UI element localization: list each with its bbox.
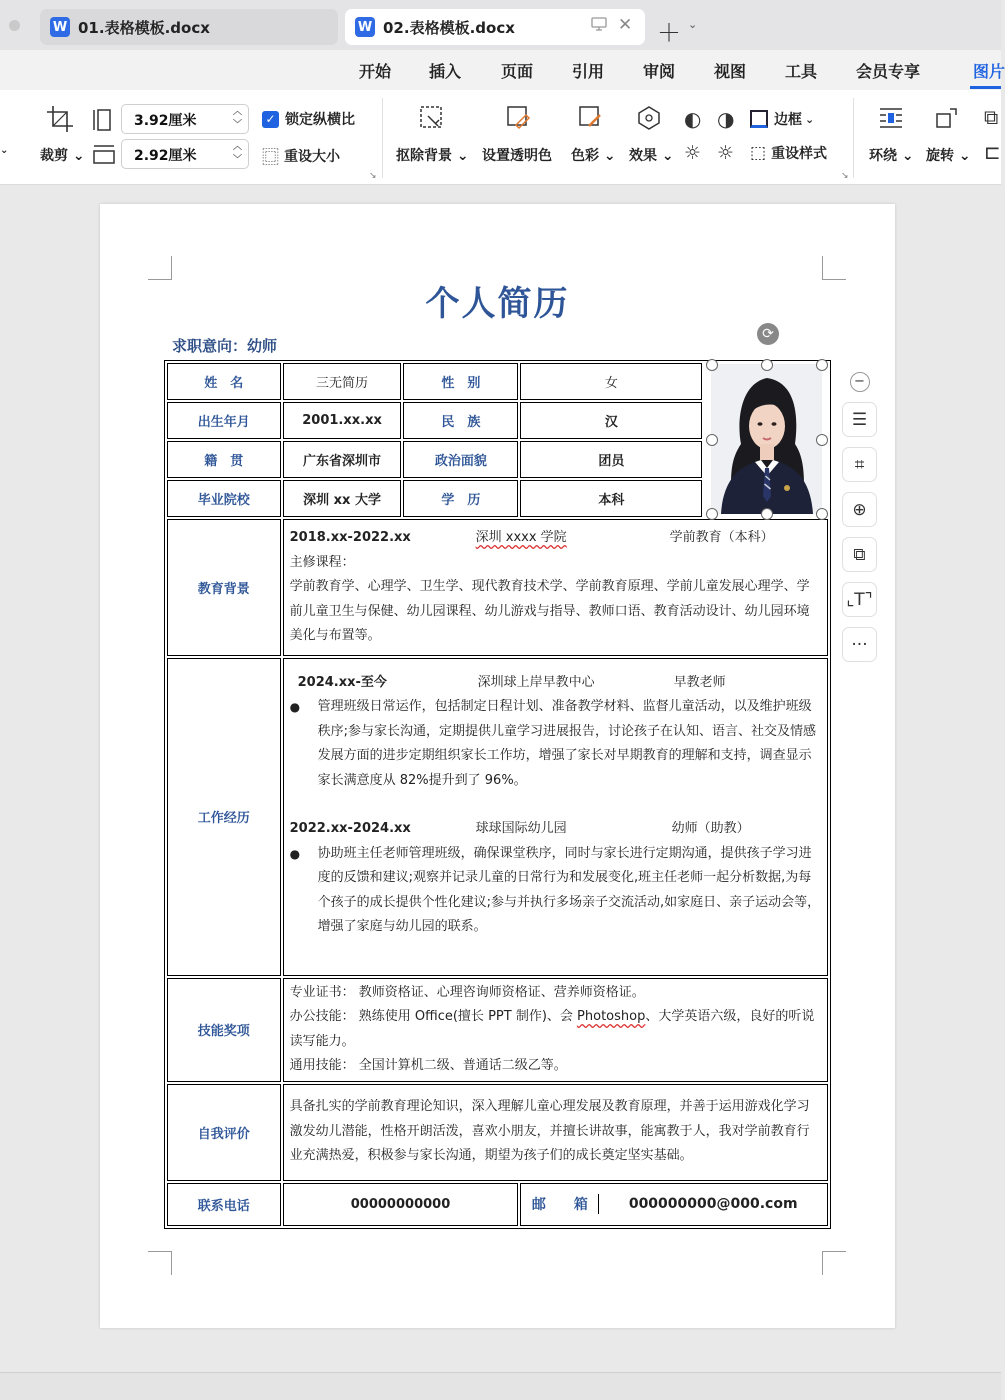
remove-background-button[interactable]: 抠除背景 ⌄ xyxy=(396,148,469,164)
menu-view[interactable]: 视图 xyxy=(714,62,747,81)
menu-bar xyxy=(0,50,1005,90)
cert-text: 教师资格证、心理咨询师资格证、营养师资格证。 xyxy=(358,984,645,1000)
word-doc-icon: W xyxy=(50,17,70,37)
minimize-icon[interactable]: − xyxy=(842,364,877,399)
reset-size-button[interactable]: ⿴ 重设大小 xyxy=(262,143,340,168)
wrap-float-icon[interactable]: ☰ xyxy=(842,402,877,437)
chevron-down-icon[interactable]: ⌄ xyxy=(0,145,9,156)
align-icon[interactable]: ⧉ xyxy=(984,105,999,129)
increase-contrast-icon[interactable]: ◐ xyxy=(684,107,702,131)
courses-text: 学前教育学、心理学、卫生学、现代教育技术学、学前教育原理、学前儿童发展心理学、学前儿童卫生与保健、幼儿园课程、幼儿游戏与指导、教师口语、教育活动设计、幼儿园环境美化与布置等。 xyxy=(289,579,810,643)
office-text: 熟练使用 Office(擅长 PPT 制作)、会 xyxy=(358,1009,578,1024)
divider xyxy=(382,98,383,178)
job2-role: 幼师（助教） xyxy=(671,821,750,836)
value-birth: 2001.xx.xx xyxy=(283,402,402,439)
effect-icon[interactable] xyxy=(635,104,663,138)
cert-title: 专业证书： xyxy=(289,984,355,1000)
value-politics: 团员 xyxy=(520,441,702,478)
value-degree: 本科 xyxy=(520,480,702,517)
resize-handle[interactable] xyxy=(816,359,828,371)
profile-photo[interactable] xyxy=(711,364,822,514)
label-school: 毕业院校 xyxy=(167,480,281,517)
group-icon[interactable]: ⊏ xyxy=(984,140,1001,164)
label-self-eval: 自我评价 xyxy=(167,1084,281,1181)
self-eval-text: 具备扎实的学前教育理论知识，深入理解儿童心理发展及教育原理，并善于运用游戏化学习激发幼儿潜能，性格开朗活泼，喜欢小朋友，并擅长讲故事，能寓教于人，我对学前教育行业充满热爱，积极参与家长沟通，期望为孩子们的成长奠定坚实基础。 xyxy=(283,1084,828,1181)
resize-handle[interactable] xyxy=(706,359,718,371)
wrap-button[interactable]: 环绕 ⌄ xyxy=(869,148,914,164)
label-work: 工作经历 xyxy=(167,658,281,976)
height-input[interactable]: 2.92厘米 ︿ ﹀ xyxy=(121,139,249,169)
wrap-icon[interactable] xyxy=(877,104,905,138)
tab-doc-01[interactable] xyxy=(40,9,338,45)
zoom-in-icon[interactable]: ⊕ xyxy=(842,492,877,527)
label-phone: 联系电话 xyxy=(167,1183,281,1226)
menu-picture[interactable]: 图片 xyxy=(973,62,1005,81)
reset-style-button[interactable]: ⬚ 重设样式 xyxy=(750,143,828,163)
bullet: ● xyxy=(289,846,301,861)
extract-text-icon[interactable]: ⌞T⌝ xyxy=(842,582,877,617)
decrease-brightness-icon[interactable]: ☼ xyxy=(717,142,735,164)
label-education: 教育背景 xyxy=(167,519,281,656)
color-button[interactable]: 色彩 ⌄ xyxy=(571,148,616,164)
value-gender: 女 xyxy=(520,363,702,400)
education-content xyxy=(283,519,828,656)
bullet: ● xyxy=(289,700,301,714)
courses-title: 主修课程： xyxy=(289,554,355,570)
chevron-down-icon[interactable]: ⌄ xyxy=(688,18,698,31)
close-tab-icon[interactable]: ✕ xyxy=(618,15,633,35)
value-name: 三无简历 xyxy=(283,363,402,400)
expand-icon[interactable]: ↘ xyxy=(841,171,849,181)
value-native: 广东省深圳市 xyxy=(283,441,402,478)
resize-handle[interactable] xyxy=(816,508,828,520)
job1-role: 早教老师 xyxy=(673,674,726,690)
email-cell xyxy=(520,1183,828,1226)
width-input[interactable]: 3.92厘米 ︿ ﹀ xyxy=(121,104,249,134)
set-transparent-button[interactable]: 设置透明色 xyxy=(482,148,552,164)
job-intent: 求职意向：幼师 xyxy=(172,337,278,355)
menu-insert[interactable]: 插入 xyxy=(429,62,462,81)
tab-label: 01.表格模板.docx xyxy=(78,18,210,37)
resume-title: 个人简历 xyxy=(425,284,570,324)
menu-tools[interactable]: 工具 xyxy=(785,62,818,81)
rotate-icon[interactable] xyxy=(934,104,962,138)
job2-period: 2022.xx-2024.xx xyxy=(289,821,411,836)
picture-ribbon xyxy=(0,90,1001,185)
lock-ratio-checkbox[interactable]: ✓ 锁定纵横比 xyxy=(262,109,355,129)
menu-page[interactable]: 页面 xyxy=(501,62,534,81)
resize-handle[interactable] xyxy=(706,434,718,446)
office-text-b: 、大学英语六级，良好的听说读写能力。 xyxy=(289,1009,815,1049)
office-photoshop: Photoshop xyxy=(577,1009,646,1024)
label-email: 邮 箱 xyxy=(521,1194,599,1214)
height-icon xyxy=(92,143,116,173)
table-row xyxy=(167,978,828,1082)
table-row xyxy=(167,658,828,976)
reset-style-icon: ⬚ xyxy=(750,143,767,163)
value-email: 000000000@000.com xyxy=(628,1196,798,1212)
label-birth: 出生年月 xyxy=(167,402,281,439)
set-transparent-icon[interactable] xyxy=(505,104,533,138)
divider xyxy=(853,98,854,178)
crop-mark xyxy=(822,1251,846,1275)
value-phone: 00000000000 xyxy=(283,1183,519,1226)
menu-member[interactable]: 会员专享 xyxy=(856,62,921,81)
job1-desc: 管理班级日常运作，包括制定日程计划、准备教学材料、监督儿童活动，以及维护班级秩序;参与家长沟通，定期提供儿童学习进展报告，讨论孩子在认知、语言、社交及情感发展方面的进步定期组织家长工作坊，增强了家长对早期教育的理解和支持，调查显示家长满意度从 82%提升到了 96%。 xyxy=(317,699,817,788)
label-skills: 技能奖项 xyxy=(167,978,281,1082)
label-ethnicity: 民 族 xyxy=(403,402,518,439)
increase-brightness-icon[interactable]: ☼ xyxy=(684,142,702,164)
new-tab-icon[interactable]: ＋ xyxy=(657,19,681,47)
edu-period: 2018.xx-2022.xx xyxy=(289,530,411,545)
resize-handle[interactable] xyxy=(816,434,828,446)
table-row xyxy=(167,519,828,656)
resize-handle[interactable] xyxy=(761,359,773,371)
word-doc-icon: W xyxy=(355,17,375,37)
label-gender: 性 别 xyxy=(403,363,518,400)
general-title: 通用技能： xyxy=(289,1058,355,1073)
work-content xyxy=(283,658,828,976)
menu-review[interactable]: 审阅 xyxy=(643,62,676,81)
job2-org: 球球国际幼儿园 xyxy=(475,821,567,836)
effect-button[interactable]: 效果 ⌄ xyxy=(629,148,674,164)
label-degree: 学 历 xyxy=(403,480,518,517)
value-school: 深圳 xx 大学 xyxy=(283,480,402,517)
monitor-icon[interactable] xyxy=(591,17,607,35)
border-button[interactable]: 边框 ⌄ xyxy=(750,109,814,129)
table-row xyxy=(167,1183,828,1226)
edu-school: 深圳 xxxx 学院 xyxy=(475,530,567,545)
checkmark-icon: ✓ xyxy=(262,111,279,128)
label-politics: 政治面貌 xyxy=(403,441,518,478)
window-dot[interactable] xyxy=(9,20,20,31)
tab-label: 02.表格模板.docx xyxy=(383,18,515,37)
tab-bar xyxy=(0,0,1001,50)
value-ethnicity: 汉 xyxy=(520,402,702,439)
job1-org: 深圳球上岸早教中心 xyxy=(477,674,595,690)
resize-handle[interactable] xyxy=(761,508,773,520)
menu-start[interactable]: 开始 xyxy=(359,62,392,81)
rotate-button[interactable]: 旋转 ⌄ xyxy=(926,148,971,164)
tab-doc-02[interactable] xyxy=(345,9,645,45)
edu-major: 学前教育（本科） xyxy=(669,530,774,545)
active-tab-underline xyxy=(970,86,1001,89)
label-name: 姓 名 xyxy=(167,363,281,400)
reset-size-icon: ⿴ xyxy=(262,148,279,168)
skills-content xyxy=(283,978,828,1082)
job2-desc: 协助班主任老师管理班级，确保课堂秩序，同时与家长进行定期沟通，提供孩子学习进度的反馈和建议;观察并记录儿童的日常行为和发展变化,班主任老师一起分析数据,为每个孩子的成长提供个性化建议;参与并执行多场亲子交流活动,如家庭日、亲子运动会等，增强了家庭与幼儿园的联系。 xyxy=(317,845,821,934)
label-native: 籍 贯 xyxy=(167,441,281,478)
crop-button[interactable]: 裁剪 ⌄ xyxy=(40,148,85,164)
document-page xyxy=(100,204,895,1328)
office-title: 办公技能： xyxy=(289,1009,355,1024)
more-icon[interactable]: ··· xyxy=(842,627,877,662)
status-strip xyxy=(0,1372,1001,1400)
border-icon xyxy=(750,110,768,128)
decrease-contrast-icon[interactable]: ◑ xyxy=(717,107,735,131)
crop-mark xyxy=(148,1251,172,1275)
resize-handle[interactable] xyxy=(706,508,718,520)
rotate-handle-icon[interactable]: ⟳ xyxy=(757,323,779,345)
expand-icon[interactable]: ↘ xyxy=(369,171,377,181)
job1-period: 2024.xx-至今 xyxy=(297,674,387,690)
replace-image-icon[interactable]: ⧉ xyxy=(842,537,877,572)
remove-background-icon[interactable] xyxy=(418,104,446,138)
crop-icon[interactable] xyxy=(45,104,75,140)
table-row xyxy=(167,1084,828,1181)
menu-reference[interactable]: 引用 xyxy=(572,62,605,81)
width-icon xyxy=(92,108,116,138)
crop-float-icon[interactable]: ⌗ xyxy=(842,447,877,482)
color-icon[interactable] xyxy=(577,104,605,138)
general-text: 全国计算机二级、普通话二级乙等。 xyxy=(358,1058,567,1073)
